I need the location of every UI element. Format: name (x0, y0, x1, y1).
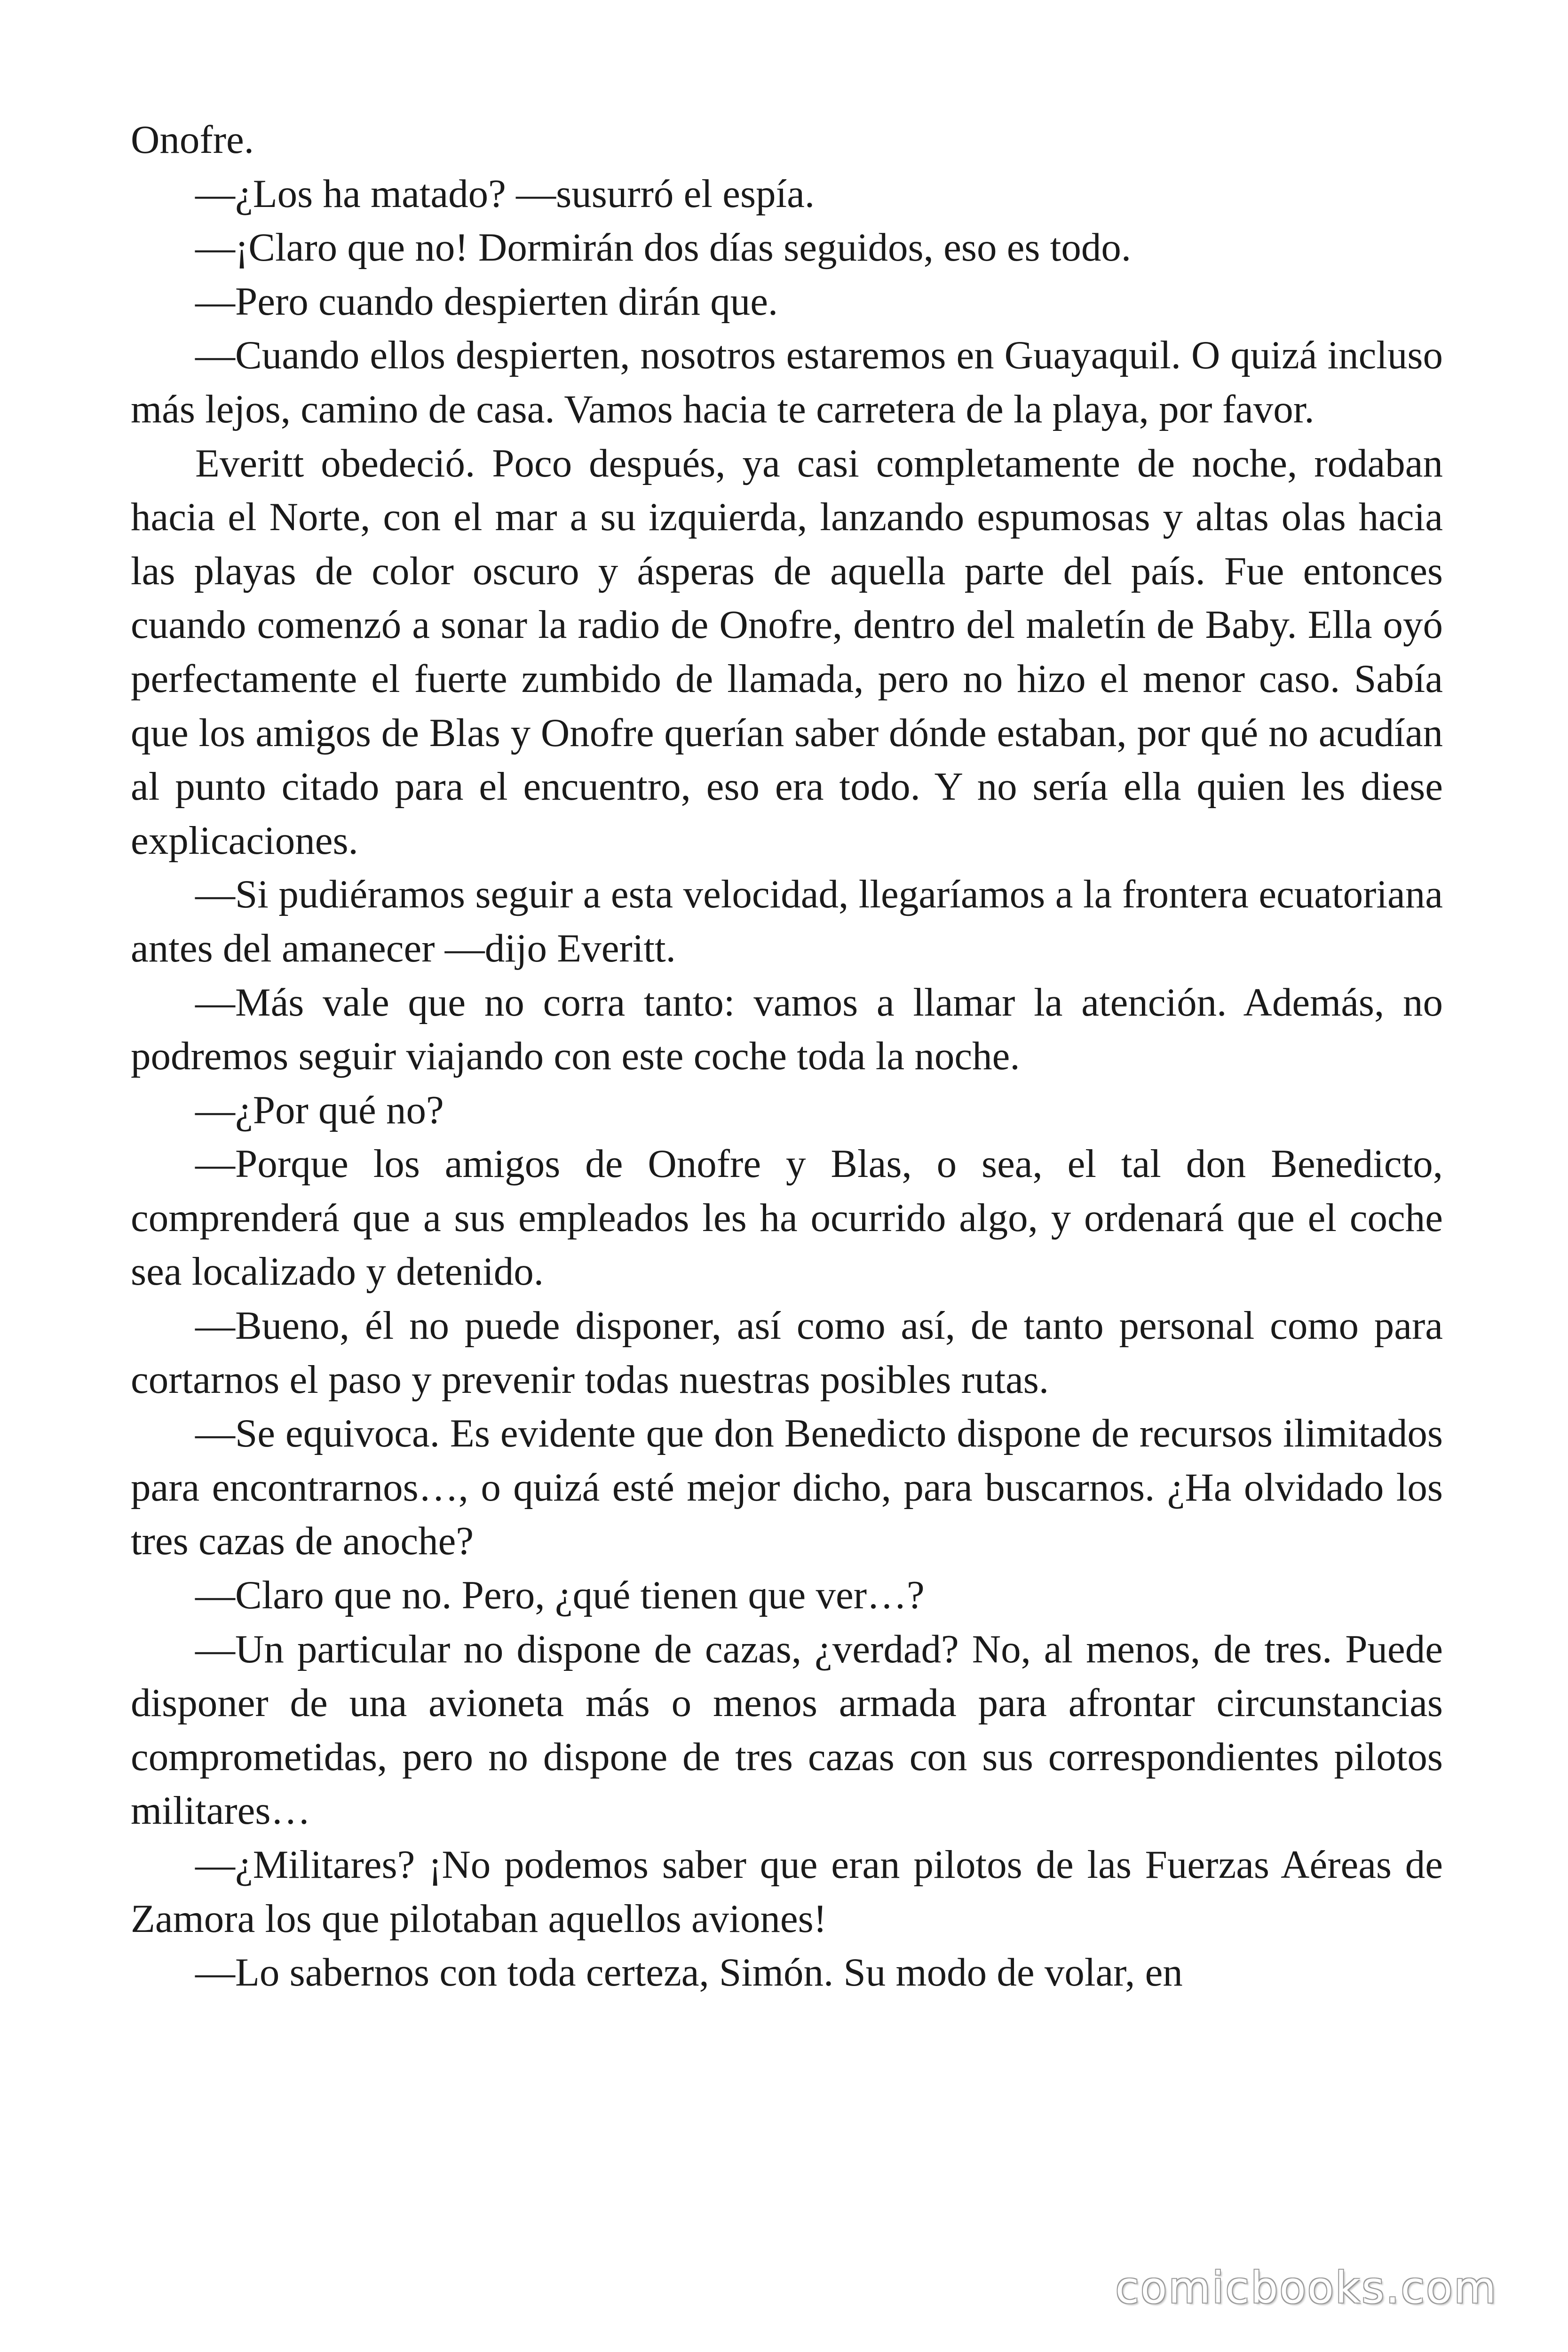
paragraph-13: —Claro que no. Pero, ¿qué tienen que ver…? (195, 1573, 925, 1618)
paragraph-3: —¡Claro que no! Dormirán dos días seguidos, eso es todo. (195, 225, 1132, 270)
paragraph-14: —Un particular no dispone de cazas, ¿verdad? No, al menos, de tres. Puede disponer de una avioneta más o menos armada para afrontar circunstancias comprometidas, pero no dispone de tres cazas con sus correspondientes pilotos militares… (131, 1627, 1443, 1833)
paragraph-12: —Se equivoca. Es evidente que don Benedicto dispone de recursos ilimitados para encontrarnos…, o quizá esté mejor dicho, para buscarnos. ¿Ha olvidado los tres cazas de anoche? (131, 1411, 1443, 1564)
paragraph-11: —Bueno, él no puede disponer, así como así, de tanto personal como para cortarnos el paso y prevenir todas nuestras posibles rutas. (131, 1303, 1443, 1402)
paragraph-1: Onofre. (131, 118, 254, 162)
paragraph-16: —Lo sabernos con toda certeza, Simón. Su modo de volar, en (195, 1950, 1183, 1995)
watermark: comicbooks.com (1115, 2263, 1497, 2313)
paragraph-5: —Cuando ellos despierten, nosotros estaremos en Guayaquil. O quizá incluso más lejos, camino de casa. Vamos hacia te carretera de la playa, por favor. (131, 333, 1443, 431)
paragraph-8: —Más vale que no corra tanto: vamos a llamar la atención. Además, no podremos seguir viajando con este coche toda la noche. (131, 980, 1443, 1079)
paragraph-7: —Si pudiéramos seguir a esta velocidad, llegaríamos a la frontera ecuatoriana antes del amanecer —dijo Everitt. (131, 872, 1443, 970)
page-body (131, 113, 1443, 2000)
paragraph-10: —Porque los amigos de Onofre y Blas, o sea, el tal don Benedicto, comprenderá que a sus empleados les ha ocurrido algo, y ordenará que el coche sea localizado y detenido. (131, 1142, 1443, 1294)
paragraph-9: —¿Por qué no? (195, 1088, 444, 1132)
paragraph-2: —¿Los ha matado? —susurró el espía. (195, 171, 815, 216)
paragraph-6: Everitt obedeció. Poco después, ya casi completamente de noche, rodaban hacia el Norte, con el mar a su izquierda, lanzando espumosas y altas olas hacia las playas de color oscuro y ásperas de aquella parte del país. Fue entonces cuando comenzó a sonar la radio de Onofre, dentro del maletín de Baby. Ella oyó perfectamente el fuerte zumbido de llamada, pero no hizo el menor caso. Sabía que los amigos de Blas y Onofre querían saber dónde estaban, por qué no acudían al punto citado para el encuentro, eso era todo. Y no sería ella quien les diese explicaciones. (131, 441, 1443, 863)
paragraph-15: —¿Militares? ¡No podemos saber que eran pilotos de las Fuerzas Aéreas de Zamora los que pilotaban aquellos aviones! (131, 1843, 1443, 1941)
paragraph-4: —Pero cuando despierten dirán que. (195, 279, 778, 324)
